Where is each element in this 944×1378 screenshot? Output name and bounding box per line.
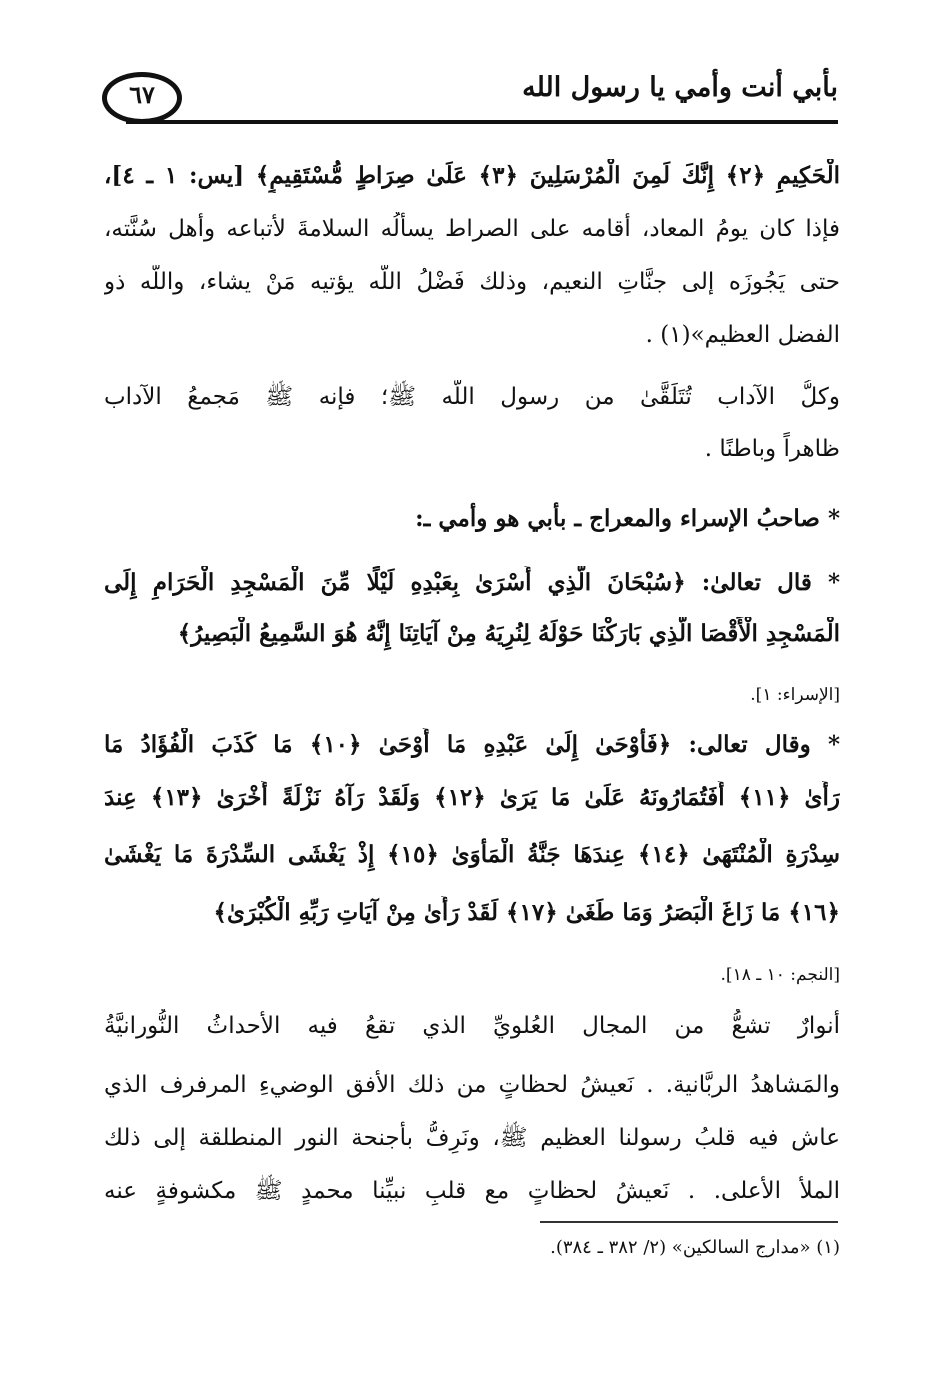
footnote: (١) «مدارج السالكين» (٢/ ٣٨٢ ـ ٣٨٤). — [550, 1237, 840, 1258]
text-line: عاش فيه قلبُ رسولنا العظيم ﷺ، ونَرِفُّ بأجنحة النور المنطلقة إلى ذلك — [104, 1125, 840, 1151]
quran-line: ﴿١٦﴾ مَا زَاغَ الْبَصَرُ وَمَا طَغَىٰ ﴿١٧﴾ لَقَدْ رَأَىٰ مِنْ آيَاتِ رَبِّهِ الْكُبْرَىٰ﴾ — [213, 899, 840, 926]
text-line: والمَشاهدُ الربَّانية. . نَعيشُ لحظاتٍ من ذلك الأفق الوضيءِ المرفرف الذي — [104, 1072, 840, 1098]
text-line: الفضل العظيم»(١) . — [645, 322, 840, 348]
page-header — [96, 66, 838, 128]
text-line: الملأ الأعلى. . نَعيشُ لحظاتٍ مع قلبِ نبيِّنا محمدٍ ﷺ مكشوفةٍ عنه — [104, 1178, 840, 1204]
section-heading: * صاحبُ الإسراء والمعراج ـ بأبي هو وأمي ـ: — [415, 505, 840, 532]
verse-reference: [النجم: ١٠ ـ ١٨]. — [720, 965, 840, 985]
text-line: حتى يَجُوزَه إلى جنَّاتِ النعيم، وذلك فَضْلُ اللَّه يؤتيه مَنْ يشاء، واللَّه ذو — [104, 269, 840, 295]
quran-line: رَأَىٰ ﴿١١﴾ أَفَتُمَارُونَهُ عَلَىٰ مَا يَرَىٰ ﴿١٢﴾ وَلَقَدْ رَآهُ نَزْلَةً أُخْرَىٰ ﴿١٣﴾ عِندَ — [104, 784, 840, 811]
page-number-badge — [96, 66, 188, 126]
quran-line: * قال تعالىٰ: ﴿سُبْحَانَ الَّذِي أَسْرَىٰ بِعَبْدِهِ لَيْلًا مِّنَ الْمَسْجِدِ الْحَرَامِ إِلَى — [104, 569, 840, 596]
text-line: أنوارٌ تشعُّ من المجال العُلويِّ الذي تقعُ فيه الأحداثُ النُّورانيَّةُ — [104, 1013, 840, 1039]
text-line: الْحَكِيمِ ﴿٢﴾ إِنَّكَ لَمِنَ الْمُرْسَلِينَ ﴿٣﴾ عَلَىٰ صِرَاطٍ مُّسْتَقِيمٍ﴾ [يس: ١ ـ ٤]، — [104, 162, 840, 189]
header-rule — [126, 120, 838, 124]
footnote-rule — [540, 1221, 838, 1223]
verse-reference: [الإسراء: ١]. — [750, 685, 840, 705]
quran-line: سِدْرَةِ الْمُنْتَهَىٰ ﴿١٤﴾ عِندَهَا جَنَّةُ الْمَأْوَىٰ ﴿١٥﴾ إِذْ يَغْشَى السِّدْرَةَ مَا يَغْشَىٰ — [104, 841, 840, 868]
running-title: بأبي أنت وأمي يا رسول الله — [522, 72, 838, 103]
page-number: ٦٧ — [129, 80, 155, 109]
text-line: فإذا كان يومُ المعاد، أقامه على الصراط يسألُه السلامةَ لأتباعه وأهل سُنَّته، — [104, 216, 840, 242]
quran-line: * وقال تعالى: ﴿فَأَوْحَىٰ إِلَىٰ عَبْدِهِ مَا أَوْحَىٰ ﴿١٠﴾ مَا كَذَبَ الْفُؤَادُ مَا — [104, 731, 840, 758]
text-line: ظاهراً وباطنًا . — [704, 436, 840, 462]
quran-line: الْمَسْجِدِ الْأَقْصَا الَّذِي بَارَكْنَا حَوْلَهُ لِنُرِيَهُ مِنْ آيَاتِنَا إِنَّهُ هُوَ السَّمِيعُ الْبَصِيرُ﴾ — [177, 620, 840, 647]
text-line: وكلُّ الآداب تُتَلَقَّىٰ من رسول اللَّه ﷺ؛ فإنه ﷺ مَجمعُ الآداب — [104, 384, 840, 410]
